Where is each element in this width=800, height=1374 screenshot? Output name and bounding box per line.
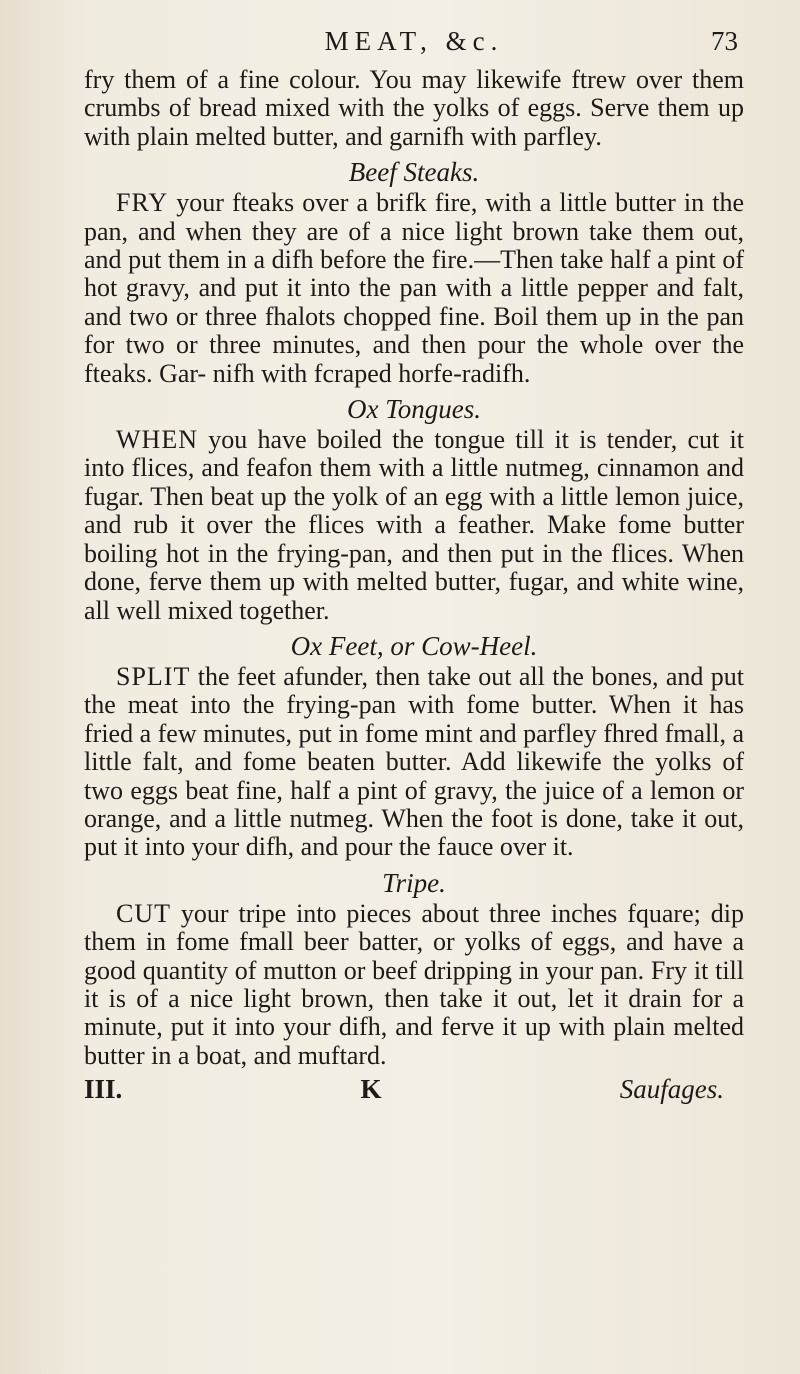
page-footer xyxy=(84,1074,744,1105)
recipe-paragraph xyxy=(84,663,744,862)
volume-number: III. xyxy=(84,1074,123,1105)
opening-word: SPLIT xyxy=(116,661,191,691)
recipe-heading: Ox Tongues. xyxy=(346,394,481,425)
recipe-text: your tripe into pieces about three inches fquare; dip them in fome fmall beer batter, or yolks of eggs, and have a good quantity of mutton or beef dripping in your pan. Fry it till it is of a nice light brown, then take it out, let it drain for a minute, put it into your difh, and ferve it up with plain melted butter in a boat, and muftard. xyxy=(84,898,744,1070)
opening-word: FRY xyxy=(116,188,169,218)
continuation-paragraph: fry them of a fine colour. You may likewife ftrew over them crumbs of bread mixed with the yolks of eggs. Serve them up with plain melted butter, and garnifh with parfley. xyxy=(84,65,744,151)
recipe-text: the feet afunder, then take out all the bones, and put the meat into the frying-pan with fome butter. When it has fried a few minutes, put in fome mint and parfley fhred fmall, a little falt, and fome beaten butter. Add likewife the yolks of two eggs beat fine, half a pint of gravy, the juice of a lemon or orange, and a little nutmeg. When the foot is done, take it out, put it into your difh, and pour the fauce over it. xyxy=(84,661,744,862)
recipe-ox-tongues xyxy=(84,394,744,625)
recipe-paragraph xyxy=(84,900,744,1070)
recipe-text: your fteaks over a brifk fire, with a little butter in the pan, and when they are of a nice light brown take them out, and put them in a difh before the fire.—Then take half a pint of hot gravy, and put it into the pan with a little pepper and falt, and two or three fhalots chopped fine. Boil them up in the pan for two or three minutes, and then pour the whole over the fteaks. Gar- nifh with fcraped horfe-radifh. xyxy=(84,188,744,388)
recipe-heading: Beef Steaks. xyxy=(348,157,480,188)
recipe-heading: Ox Feet, or Cow-Heel. xyxy=(290,630,538,661)
recipe-paragraph xyxy=(84,426,744,625)
running-head xyxy=(84,26,744,66)
recipe-paragraph xyxy=(84,189,744,388)
catchword: Saufages. xyxy=(619,1074,724,1105)
recipe-beef-steaks xyxy=(84,157,744,388)
page-number: 73 xyxy=(711,26,738,56)
running-title: MEAT, &c. xyxy=(324,26,504,56)
recipe-ox-feet xyxy=(84,631,744,862)
recipe-tripe xyxy=(84,868,744,1070)
signature-mark: K xyxy=(360,1074,382,1105)
recipe-heading: Tripe. xyxy=(382,867,446,898)
opening-word: WHEN xyxy=(116,425,198,455)
recipe-text: you have boiled the tongue till it is tender, cut it into flices, and feafon them with a little nutmeg, cinnamon and fugar. Then beat up the yolk of an egg with a little lemon juice, and rub it over the flices with a feather. Make fome butter boiling hot in the frying-pan, and then put in the flices. When done, ferve them up with melted butter, fugar, and white wine, all well mixed together. xyxy=(84,425,744,625)
opening-word: CUT xyxy=(116,898,171,928)
